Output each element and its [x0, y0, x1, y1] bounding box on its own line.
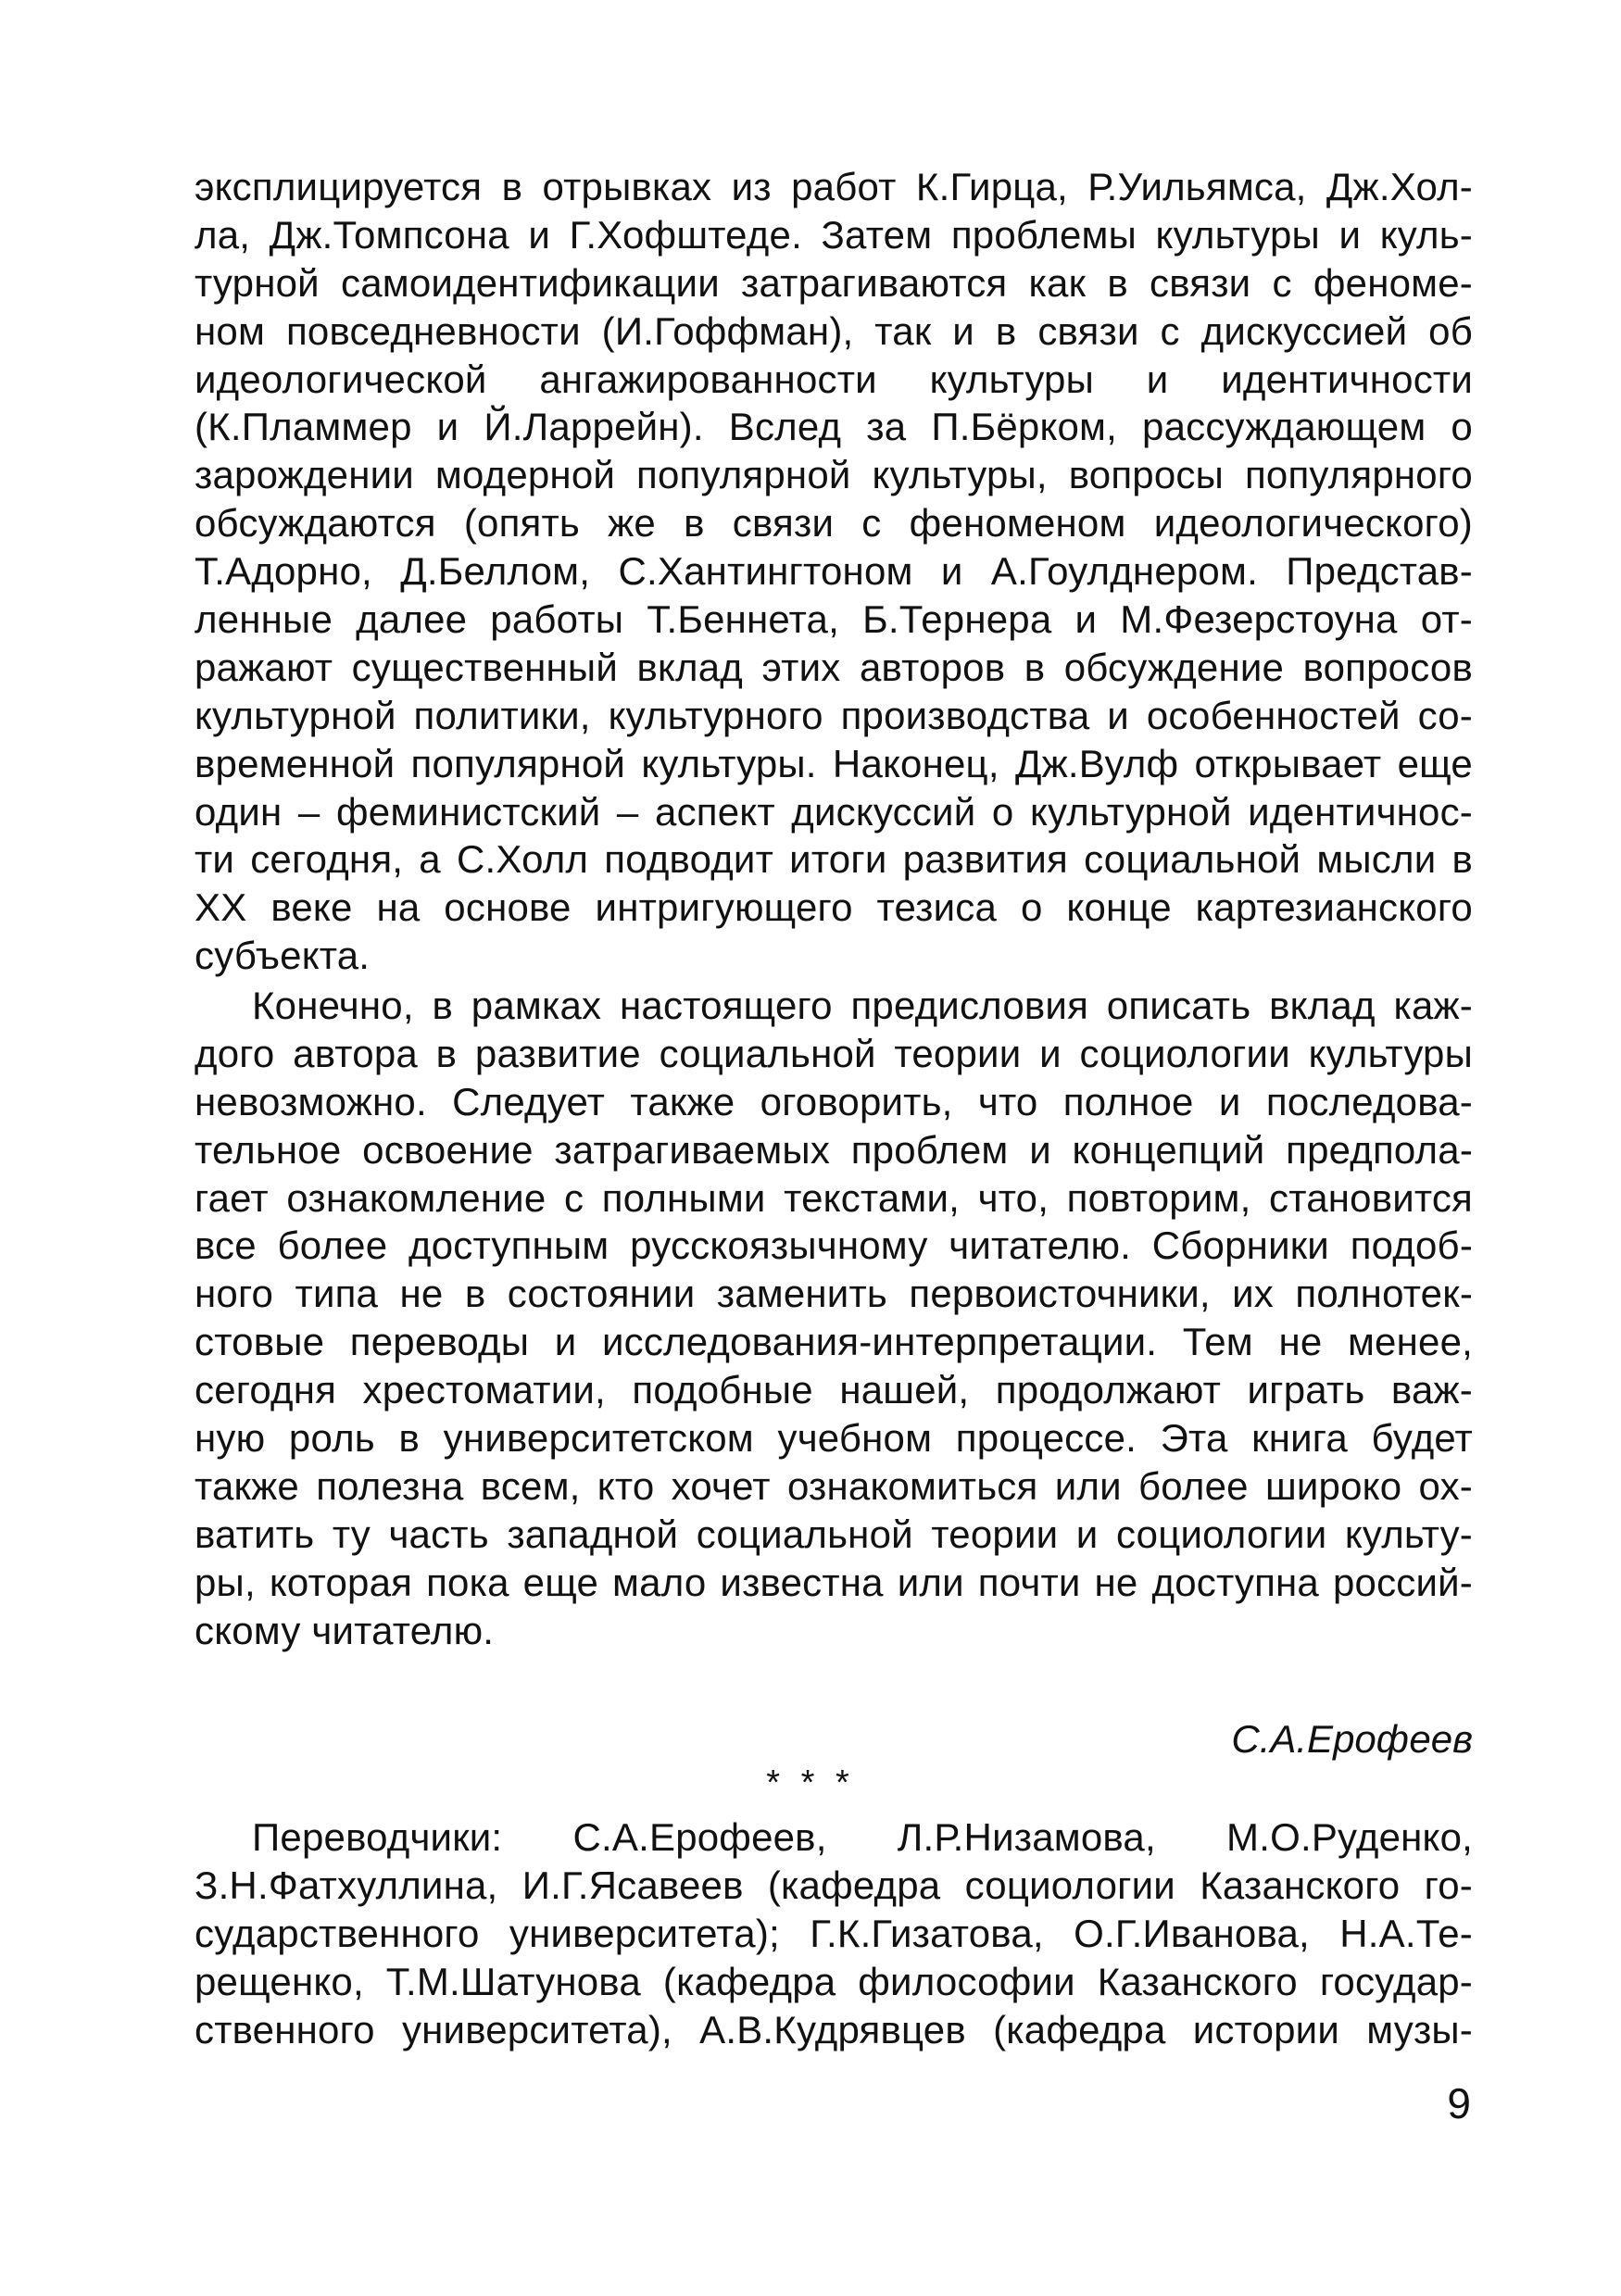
paragraph-1 [195, 163, 1473, 980]
text-line: ла, Дж.Томпсона и Г.Хофштеде. Затем проблемы культуры и куль- [195, 212, 1473, 257]
text-line: ственного университета), А.В.Кудрявцев (кафедра истории музы- [195, 2007, 1473, 2051]
text-line: гает ознакомление с полными текстами, что, повторим, становится [195, 1175, 1473, 1220]
text-line: ватить ту часть западной социальной теории и социологии культу- [195, 1512, 1473, 1556]
page-number: 9 [1447, 2079, 1471, 2127]
text-line: невозможно. Следует также оговорить, что полное и последова- [195, 1079, 1473, 1123]
text-line: (К.Пламмер и Й.Ларрейн). Вслед за П.Бёрком, рассуждающем о [195, 405, 1473, 449]
text-line: Конечно, в рамках настоящего предисловия описать вклад каж- [252, 984, 1473, 1027]
paragraph-2 [195, 982, 1473, 1654]
text-line: зарождении модерной популярной культуры, вопросы популярного [195, 453, 1473, 497]
text-line: рещенко, Т.М.Шатунова (кафедра философии Казанского государ- [195, 1959, 1473, 2003]
text-line: З.Н.Фатхуллина, И.Г.Ясавеев (кафедра социологии Казанского го- [195, 1863, 1473, 1907]
author-signature: С.А.Ерофеев [1231, 1717, 1473, 1761]
text-line: XX веке на основе интригующего тезиса о конце картезианского [195, 885, 1473, 930]
text-line: ном повседневности (И.Гоффман), так и в связи с дискуссией об [195, 308, 1473, 353]
text-line: сударственного университета); Г.К.Гизатова, О.Г.Иванова, Н.А.Те- [195, 1911, 1473, 1955]
text-line: скому читателю. [195, 1608, 495, 1652]
text-line: Переводчики: С.А.Ерофеев, Л.Р.Низамова, М.О.Руденко, [252, 1815, 1473, 1859]
text-line: субъекта. [195, 934, 371, 978]
text-line: стовые переводы и исследования-интерпретации. Тем не менее, [195, 1320, 1473, 1364]
text-line: все более доступным русскоязычному читателю. Сборники подоб- [195, 1223, 1473, 1268]
text-line: дого автора в развитие социальной теории и социологии культуры [195, 1031, 1473, 1075]
text-line: эксплицируется в отрывках из работ К.Гирца, Р.Уильямса, Дж.Хол- [195, 165, 1473, 208]
text-line: идеологической ангажированности культуры и идентичности [195, 357, 1473, 401]
text-line: культурной политики, культурного производства и особенностей со- [195, 693, 1473, 737]
text-line: ленные далее работы Т.Беннета, Б.Тернера и М.Фезерстоуна от- [195, 597, 1473, 642]
text-line: один – феминистский – аспект дискуссий о культурной идентичнос- [195, 789, 1473, 834]
text-line: временной популярной культуры. Наконец, Дж.Вулф открывает еще [195, 741, 1473, 785]
text-line: сегодня хрестоматии, подобные нашей, продолжают играть важ- [195, 1368, 1473, 1412]
text-line: ную роль в университетском учебном процессе. Эта книга будет [195, 1416, 1473, 1461]
text-line: турной самоидентификации затрагиваются как в связи с феноме- [195, 260, 1473, 305]
text-line: также полезна всем, кто хочет ознакомиться или более широко ох- [195, 1463, 1473, 1508]
paragraph-3 [195, 1813, 1473, 2053]
text-line: ражают существенный вклад этих авторов в обсуждение вопросов [195, 645, 1473, 689]
text-line: ти сегодня, а С.Холл подводит итоги развития социальной мысли в [195, 837, 1473, 882]
section-separator: * * * [766, 1763, 855, 1802]
text-line: ры, которая пока еще мало известна или почти не доступна россий- [195, 1560, 1473, 1604]
text-line: ного типа не в состоянии заменить первоисточники, их полнотек- [195, 1272, 1473, 1316]
text-line: обсуждаются (опять же в связи с феноменом идеологического) [195, 501, 1473, 546]
text-line: Т.Адорно, Д.Беллом, С.Хантингтоном и А.Гоулднером. Представ- [195, 549, 1473, 594]
text-line: тельное освоение затрагиваемых проблем и концепций предпола- [195, 1127, 1473, 1172]
